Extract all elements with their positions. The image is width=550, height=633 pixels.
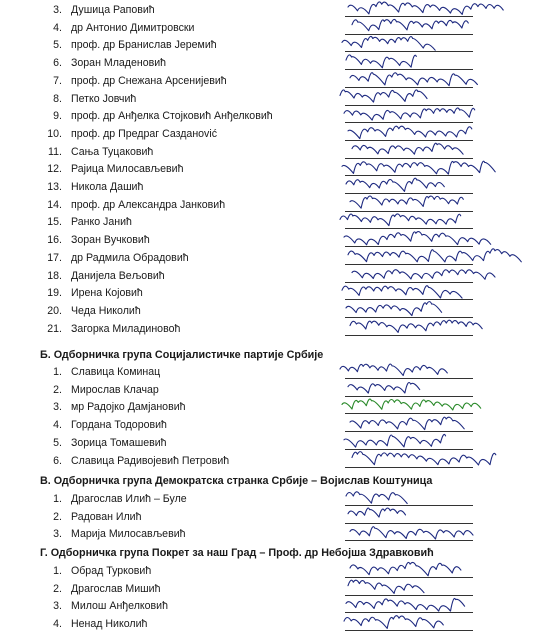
item-number: 1. xyxy=(53,565,62,577)
list-item xyxy=(0,398,550,416)
item-number: 16. xyxy=(47,234,62,247)
signature-line xyxy=(345,523,473,524)
list-item xyxy=(0,508,550,526)
member-name: Загорка Миладиновоћ xyxy=(71,322,181,335)
list-item xyxy=(0,320,550,338)
item-number: 5. xyxy=(53,39,62,52)
member-name: Зоран Младеновић xyxy=(71,57,167,70)
signature-line xyxy=(345,228,473,229)
item-number: 6. xyxy=(53,454,62,467)
signature-line xyxy=(345,105,473,106)
list-item xyxy=(0,525,550,543)
signature-line xyxy=(345,193,473,194)
member-name: проф. др Снежана Арсенијевић xyxy=(71,74,227,87)
item-number: 3. xyxy=(53,401,62,414)
signature-line xyxy=(345,577,473,578)
list-item xyxy=(0,90,550,108)
list-item xyxy=(0,615,550,633)
item-number: 2. xyxy=(53,383,62,396)
item-number: 4. xyxy=(53,21,62,34)
list-item xyxy=(0,54,550,72)
member-name: Никола Дашић xyxy=(71,181,144,193)
item-number: 14. xyxy=(47,198,62,211)
list-item xyxy=(0,213,550,231)
list-item xyxy=(0,490,550,508)
item-number: 2. xyxy=(53,510,62,523)
list-item xyxy=(0,363,550,381)
list-item xyxy=(0,580,550,598)
list-item xyxy=(0,597,550,615)
list-item xyxy=(0,434,550,452)
member-name: проф. др Анђелка Стојковић Анђелковић xyxy=(71,110,273,123)
item-number: 20. xyxy=(47,304,62,317)
list-item xyxy=(0,1,550,19)
item-number: 10. xyxy=(47,127,62,140)
signature-line xyxy=(345,264,473,265)
list-item xyxy=(0,196,550,214)
member-name: проф. др Предраг Сазданović xyxy=(71,127,218,140)
list-item xyxy=(0,249,550,267)
item-number: 21. xyxy=(47,322,62,335)
section-b-heading: Б. Одборничка група Социјалистичке партије Србије xyxy=(40,349,324,361)
item-number: 12. xyxy=(47,163,62,176)
list-item xyxy=(0,178,550,196)
list-item xyxy=(0,72,550,90)
member-name: Радован Илић xyxy=(71,510,142,523)
section-d-heading: Г. Одборничка група Покрет за наш Град – Проф. др Небојша Здравковић xyxy=(40,547,434,559)
item-number: 7. xyxy=(53,74,62,87)
member-name: Ненад Николић xyxy=(71,618,148,631)
list-item xyxy=(0,452,550,470)
item-number: 3. xyxy=(53,4,62,16)
list-item xyxy=(0,231,550,249)
signature-line xyxy=(345,505,473,506)
member-name: Мирослав Клачар xyxy=(71,383,159,396)
item-number: 3. xyxy=(53,528,62,541)
item-number: 1. xyxy=(53,366,62,378)
member-name: Ранко Јанић xyxy=(71,216,132,229)
item-number: 4. xyxy=(53,419,62,432)
list-item xyxy=(0,160,550,178)
list-item xyxy=(0,36,550,54)
signature-line xyxy=(345,595,473,596)
member-name: Душица Раповић xyxy=(71,4,155,16)
member-name: Сања Туцаковић xyxy=(71,145,154,158)
item-number: 13. xyxy=(47,181,62,193)
list-item xyxy=(0,416,550,434)
signature-line xyxy=(345,449,473,450)
member-name: Чеда Николић xyxy=(71,304,141,317)
member-name: мр Радојко Дамјановић xyxy=(71,401,186,414)
signature-line xyxy=(345,69,473,70)
item-number: 5. xyxy=(53,436,62,449)
signature-line xyxy=(345,467,473,468)
item-number: 4. xyxy=(53,618,62,631)
member-name: Зорица Томашевић xyxy=(71,436,167,449)
member-name: др Радмила Обрадовић xyxy=(71,251,189,264)
list-item xyxy=(0,562,550,580)
member-name: Обрад Турковић xyxy=(71,565,152,577)
item-number: 9. xyxy=(53,110,62,123)
signature-line xyxy=(345,246,473,247)
signature-line xyxy=(345,16,473,17)
signature-line xyxy=(345,299,473,300)
member-name: Ирена Којовић xyxy=(71,287,143,300)
member-name: проф. др Александра Јанковић xyxy=(71,198,226,211)
item-number: 19. xyxy=(47,287,62,300)
item-number: 17. xyxy=(47,251,62,264)
list-item xyxy=(0,19,550,37)
list-item xyxy=(0,267,550,285)
member-name: Петко Јовчић xyxy=(71,92,137,105)
member-name: Зоран Вучковић xyxy=(71,234,150,247)
signature-line xyxy=(345,158,473,159)
member-name: Драгослав Мишић xyxy=(71,582,161,595)
signature-line xyxy=(345,34,473,35)
list-item xyxy=(0,381,550,399)
list-item xyxy=(0,107,550,125)
member-name: Рајица Милосављевић xyxy=(71,163,184,176)
member-name: Гордана Тодоровић xyxy=(71,419,167,432)
signature-line xyxy=(345,175,473,176)
list-item xyxy=(0,284,550,302)
signature-line xyxy=(345,140,473,141)
section-c-heading: В. Одборничка група Демократска странка Србије – Војислав Коштуница xyxy=(40,475,433,487)
signature-line xyxy=(345,87,473,88)
signature-line xyxy=(345,396,473,397)
member-name: Славица Радивојевић Петровић xyxy=(71,454,230,467)
signature-line xyxy=(345,335,473,336)
signature-line xyxy=(345,378,473,379)
member-name: Славица Коминац xyxy=(71,366,161,378)
list-item xyxy=(0,302,550,320)
member-name: Милош Анђелковић xyxy=(71,600,168,613)
signature-line xyxy=(345,122,473,123)
item-number: 6. xyxy=(53,57,62,70)
member-name: др Антонио Димитровски xyxy=(71,21,195,34)
signature-line xyxy=(345,282,473,283)
signature-line xyxy=(345,540,473,541)
list-item xyxy=(0,125,550,143)
member-name: Марија Милосављевић xyxy=(71,528,186,541)
item-number: 2. xyxy=(53,582,62,595)
item-number: 11. xyxy=(48,145,62,158)
member-name: Драгослав Илић – Буле xyxy=(71,493,187,505)
signature-line xyxy=(345,630,473,631)
signature-line xyxy=(345,612,473,613)
signature-line xyxy=(345,317,473,318)
signature-line xyxy=(345,51,473,52)
member-name: проф. др Бранислав Јеремић xyxy=(71,39,217,52)
signature-line xyxy=(345,413,473,414)
signature-line xyxy=(345,431,473,432)
list-item xyxy=(0,143,550,161)
item-number: 1. xyxy=(53,493,62,505)
item-number: 3. xyxy=(53,600,62,613)
item-number: 15. xyxy=(47,216,62,229)
member-name: Данијела Вељовић xyxy=(71,269,165,282)
signature-line xyxy=(345,211,473,212)
item-number: 8. xyxy=(53,92,62,105)
item-number: 18. xyxy=(47,269,62,282)
